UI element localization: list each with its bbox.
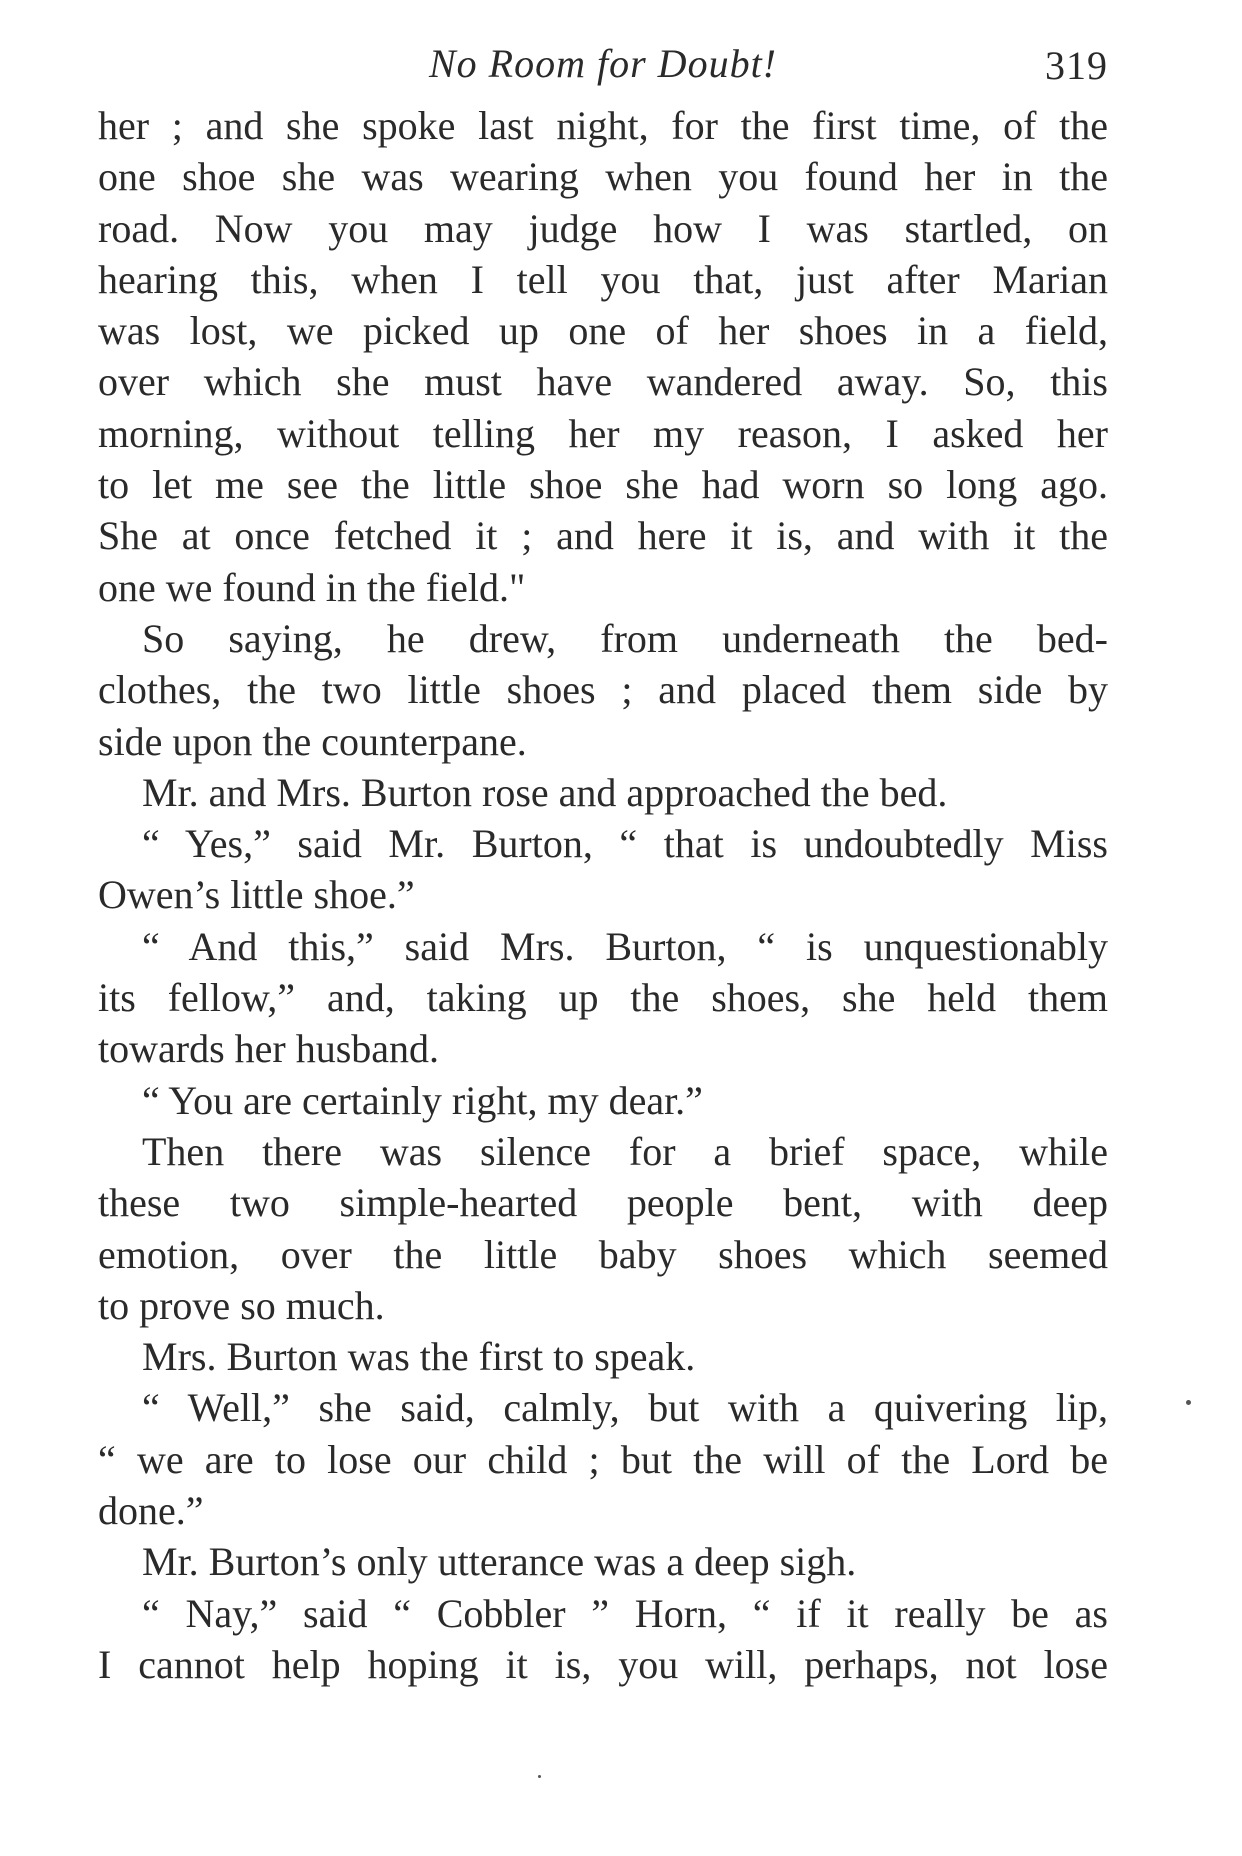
text-line: “ Nay,” said “ Cobbler ” Horn, “ if it really be as <box>142 1590 1108 1636</box>
page-header <box>98 34 1108 94</box>
text-line: one we found in the field." <box>98 564 526 610</box>
ink-speck <box>538 1775 541 1778</box>
text-line: Mr. and Mrs. Burton rose and approached the bed. <box>142 769 948 815</box>
text-line: to let me see the little shoe she had worn so long ago. <box>98 462 1108 508</box>
text-line: emotion, over the little baby shoes which seemed <box>98 1231 1108 1277</box>
text-line: “ And this,” said Mrs. Burton, “ is unquestionably <box>142 923 1108 969</box>
text-line: to prove so much. <box>98 1282 385 1328</box>
text-line: her ; and she spoke last night, for the first time, of the <box>98 103 1108 148</box>
text-line: clothes, the two little shoes ; and placed them side by <box>98 667 1108 713</box>
text-line: Owen’s little shoe.” <box>98 872 415 918</box>
text-line: its fellow,” and, taking up the shoes, she held them <box>98 975 1108 1021</box>
text-line: She at once fetched it ; and here it is, and with it the <box>98 513 1108 559</box>
running-title: No Room for Doubt! <box>429 41 777 86</box>
text-line: Then there was silence for a brief space, while <box>142 1128 1108 1174</box>
text-line: morning, without telling her my reason, I asked her <box>98 410 1108 456</box>
text-line: “ Well,” she said, calmly, but with a quivering lip, <box>142 1385 1108 1431</box>
text-line: done.” <box>98 1488 204 1534</box>
body-text <box>98 100 1108 1690</box>
text-line: Mrs. Burton was the first to speak. <box>142 1334 696 1380</box>
text-line: side upon the counterpane. <box>98 718 527 764</box>
text-line: “ we are to lose our child ; but the will of the Lord be <box>98 1436 1108 1482</box>
text-line: “ Yes,” said Mr. Burton, “ that is undoubtedly Miss <box>142 821 1108 867</box>
text-line: I cannot help hoping it is, you will, perhaps, not lose <box>98 1641 1108 1687</box>
text-line: these two simple-hearted people bent, with deep <box>98 1180 1108 1226</box>
text-line: one shoe she was wearing when you found her in the <box>98 154 1108 200</box>
text-line: over which she must have wandered away. So, this <box>98 359 1108 405</box>
text-line: was lost, we picked up one of her shoes in a field, <box>98 308 1108 354</box>
text-line: towards her husband. <box>98 1026 440 1072</box>
text-line: Mr. Burton’s only utterance was a deep sigh. <box>142 1539 857 1585</box>
text-line: So saying, he drew, from underneath the bed- <box>142 615 1108 661</box>
page-number: 319 <box>1045 43 1108 88</box>
ink-speck <box>1186 1400 1191 1405</box>
text-line: “ You are certainly right, my dear.” <box>142 1077 703 1123</box>
text-line: road. Now you may judge how I was startled, on <box>98 205 1108 251</box>
text-line: hearing this, when I tell you that, just after Marian <box>98 256 1108 302</box>
